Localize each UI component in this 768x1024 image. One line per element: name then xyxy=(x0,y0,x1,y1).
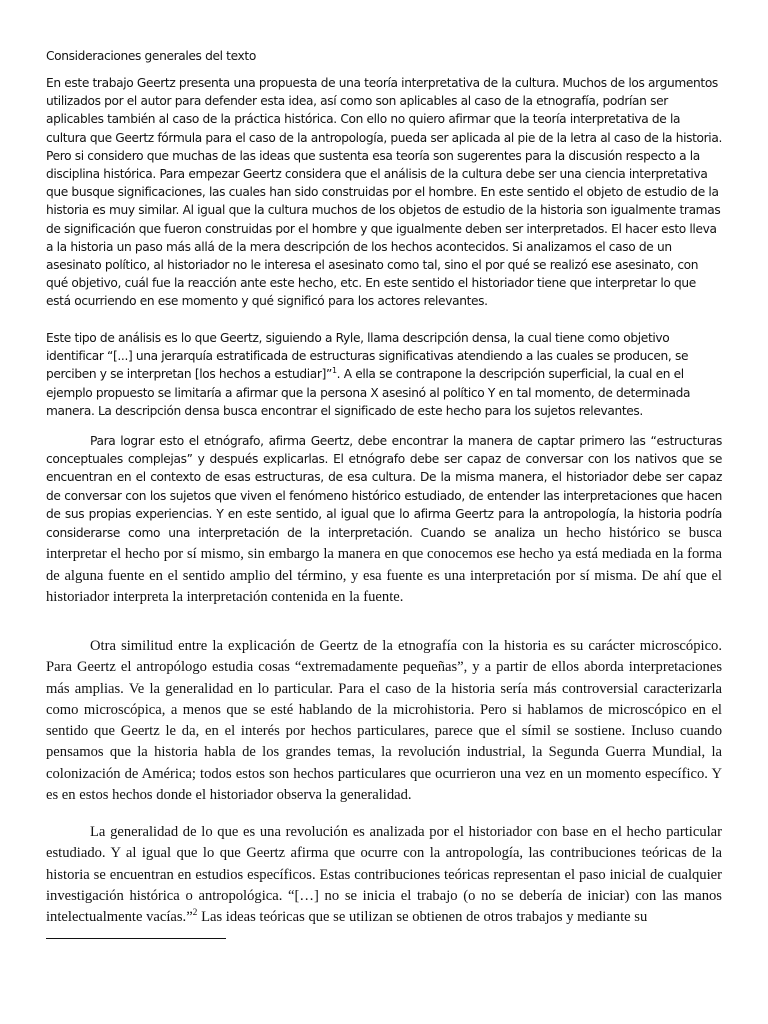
paragraph-5-text-b: Las ideas teóricas que se utilizan se obtienen de otros trabajos y mediante su xyxy=(197,909,648,926)
paragraph-3-sans-text: Para lograr esto el etnógrafo, afirma Geertz, debe encontrar la manera de captar primero las “estructuras conceptuales complejas” y después explicarlas. El etnógrafo debe ser capaz de conversar con los nativos que se encuentran en el contexto de esas estructuras, de esa cultura. De la misma manera, el historiador debe ser capaz de conversar con los sujetos que viven el fenómeno histórico estudiado, de entender las interpretaciones que hacen de sus propias experiencias. Y en este sentido, al igual que lo afirma Geertz para la antropología, la historia podría considerarse como una interpretación de la interpretación. Cuando se analiza xyxy=(46,434,722,541)
footnote-ref-1: 1 xyxy=(331,366,337,376)
paragraph-2 xyxy=(46,329,722,420)
footnote-ref-2: 2 xyxy=(192,908,198,919)
paragraph-5-text-a: La generalidad de lo que es una revolución es analizada por el historiador con base en el hecho particular estudiado. Y al igual que lo que Geertz afirma que ocurre con la antropología, las contribuciones teóricas de la historia se encuentran en estudios específicos. Estas contribuciones teóricas representan el paso inicial de cualquier investigación histórica o antropológica. “[…] no se inicia el trabajo (o no se debería de iniciar) con las manos intelectualmente vacías.” xyxy=(46,824,722,926)
section-heading: Consideraciones generales del texto xyxy=(46,49,256,63)
paragraph-3-serif-text: un hecho histórico se busca interpretar el hecho por sí mismo, sin embargo la manera en que conocemos ese hecho ya está mediada en la forma de alguna fuente en el sentido amplio del término, y esa fuente es una interpretación por sí misma. De ahí que el historiador interpreta la interpretación contenida en la fuente. xyxy=(46,525,722,605)
paragraph-2-text-a: Este tipo de análisis es lo que Geertz, siguiendo a Ryle, llama descripción densa, la cual tiene como objetivo identificar “[...] una jerarquía estratificada de estructuras significativas atendiendo a las cuales se producen, se perciben y se interpretan [los hechos a estudiar]” xyxy=(46,331,689,382)
paragraph-4: Otra similitud entre la explicación de Geertz de la etnografía con la historia es su carácter microscópico. Para Geertz el antropólogo estudia cosas “extremadamente pequeñas”, y a partir de ellos aborda interpretaciones más amplias. Ve la generalidad en lo particular. Para el caso de la historia sería más controversial caracterizarla como microscópica, a menos que se esté hablando de la microhistoria. Pero si hablamos de microscópico en el sentido que Geertz le da, en el interés por hechos particulares, parece que el símil se sostiene. Incluso cuando pensamos que la historia habla de los grandes temas, la revolución industrial, la Segunda Guerra Mundial, la colonización de América; todos estos son hechos particulares que ocurrieron una vez en un momento específico. Y es en estos hechos donde el historiador observa la generalidad. xyxy=(46,638,722,804)
paragraph-2-text-b: . A ella se contrapone la descripción superficial, la cual en el ejemplo propuesto se limitaría a afirmar que la persona X asesinó al político Y en tal momento, de determinada manera. La descripción densa busca encontrar el significado de este hecho para los sujetos relevantes. xyxy=(46,367,691,418)
footnote-separator xyxy=(46,938,226,939)
paragraph-3 xyxy=(46,432,722,608)
paragraph-5 xyxy=(46,822,722,928)
paragraph-1: En este trabajo Geertz presenta una propuesta de una teoría interpretativa de la cultura. Muchos de los argumentos utilizados por el autor para defender esta idea, así como son aplicables al caso de la etnografía, podrían ser aplicables también al caso de la práctica histórica. Con ello no quiero afirmar que la teoría interpretativa de la cultura que Geertz fórmula para el caso de la antropología, pueda ser aplicada al pie de la letra al caso de la historia. Pero si considero que muchas de las ideas que sustenta esa teoría son sugerentes para la discusión respecto a la disciplina histórica. Para empezar Geertz considera que el análisis de la cultura debe ser una ciencia interpretativa que busque significaciones, las cuales han sido construidas por el hombre. En este sentido el objeto de estudio de la historia es muy similar. Al igual que la cultura muchos de los objetos de estudio de la historia son igualmente tramas de significación que fueron construidas por el hombre y que igualmente deben ser interpretados. El hacer esto lleva a la historia un paso más allá de la mera descripción de los hechos acontecidos. Si analizamos el caso de un asesinato político, al historiador no le interesa el asesinato como tal, sino el por qué se realizó ese asesinato, con qué objetivo, cuál fue la reacción ante este hecho, etc. En este sentido el historiador tiene que interpretar lo que está ocurriendo en ese momento y qué significó para los actores relevantes. xyxy=(46,76,722,309)
